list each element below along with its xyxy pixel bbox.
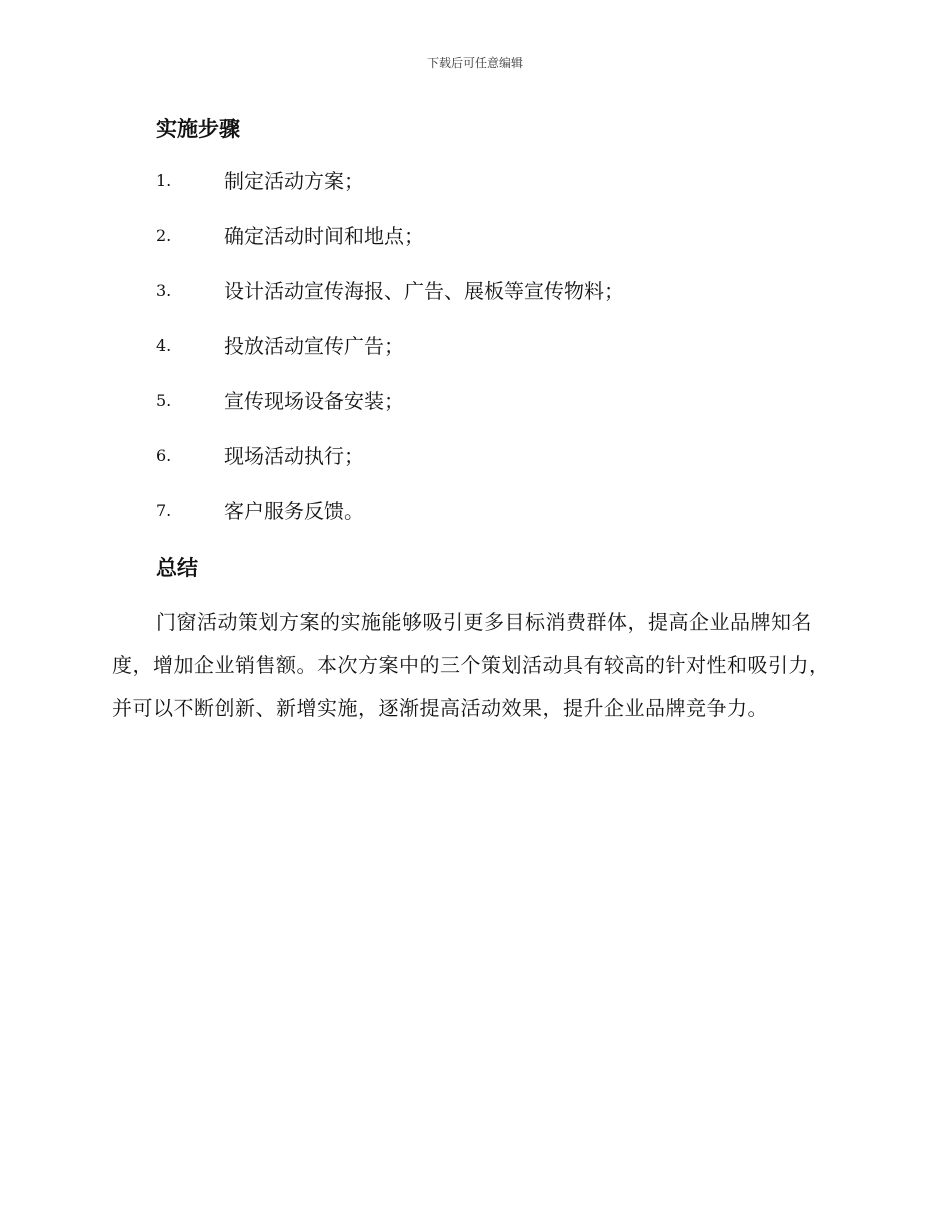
list-item-number: 6.: [156, 446, 172, 465]
list-item: [156, 329, 856, 384]
list-item: [156, 274, 856, 329]
list-item-number: 7.: [156, 501, 172, 520]
section-heading-steps: 实施步骤: [156, 117, 240, 141]
list-item-text: 设计活动宣传海报、广告、展板等宣传物料；: [224, 279, 624, 303]
list-item-text: 制定活动方案；: [224, 169, 364, 193]
list-item-text: 客户服务反馈。: [224, 499, 364, 523]
section-heading-summary: 总结: [156, 556, 198, 580]
steps-list: [156, 164, 856, 549]
list-item-text: 投放活动宣传广告；: [224, 334, 404, 358]
list-item: [156, 219, 856, 274]
summary-paragraph: 门窗活动策划方案的实施能够吸引更多目标消费群体，提高企业品牌知名度，增加企业销售额。本次方案中的三个策划活动具有较高的针对性和吸引力，并可以不断创新、新增实施，逐渐提高活动效果，提升企业品牌竞争力。: [112, 610, 830, 720]
list-item-number: 4.: [156, 336, 172, 355]
list-item: [156, 384, 856, 439]
list-item: [156, 494, 856, 549]
list-item-text: 宣传现场设备安装；: [224, 389, 404, 413]
list-item-number: 1.: [156, 171, 172, 190]
list-item: [156, 439, 856, 494]
page-header-note: 下载后可任意编辑: [426, 56, 523, 70]
list-item: [156, 164, 856, 219]
list-item-text: 确定活动时间和地点；: [224, 224, 424, 248]
list-item-number: 2.: [156, 226, 172, 245]
list-item-number: 3.: [156, 281, 172, 300]
list-item-number: 5.: [156, 391, 172, 410]
list-item-text: 现场活动执行；: [224, 444, 364, 468]
